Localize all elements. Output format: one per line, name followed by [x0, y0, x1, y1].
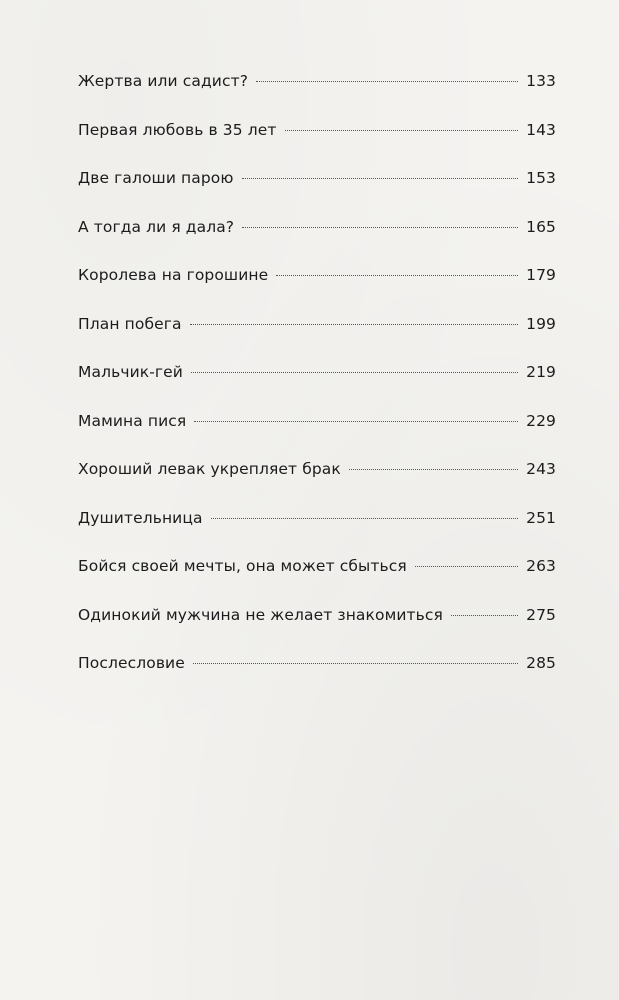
toc-entry-title: Послесловие: [78, 654, 185, 672]
toc-leader-dots: [256, 81, 518, 82]
toc-entry: [78, 218, 556, 267]
toc-entry: [78, 363, 556, 412]
toc-leader-dots: [193, 663, 518, 664]
toc-leader-dots: [415, 566, 518, 567]
toc-entry-title: Королева на горошине: [78, 266, 269, 284]
toc-entry: [78, 606, 556, 655]
toc-leader-dots: [190, 324, 518, 325]
toc-entry: [78, 266, 556, 315]
toc-leader-dots: [242, 178, 518, 179]
toc-leader-dots: [242, 227, 518, 228]
toc-leader-dots: [451, 615, 518, 616]
toc-entry-page: 219: [526, 363, 556, 381]
toc-entry-page: 143: [526, 120, 556, 139]
toc-entry-title: Мамина пися: [78, 411, 187, 430]
toc-entry-title: Мальчик-гей: [78, 363, 183, 381]
toc-entry-title: Жертва или садист?: [78, 72, 249, 90]
toc-entry: [78, 121, 556, 170]
toc-entry: [78, 460, 556, 509]
toc-entry-title: План побега: [78, 314, 182, 333]
toc-leader-dots: [285, 130, 519, 131]
toc-entry-page: 133: [526, 72, 556, 90]
toc-entry-title: Хороший левак укрепляет брак: [78, 460, 341, 478]
toc-entry: [78, 412, 556, 461]
toc-leader-dots: [276, 275, 518, 276]
toc-entry-page: 179: [526, 266, 556, 284]
toc-entry: [78, 169, 556, 218]
toc-entry-page: 199: [526, 314, 556, 333]
toc-entry-title: Две галоши парою: [78, 169, 234, 187]
toc-entry-title: А тогда ли я дала?: [78, 217, 235, 236]
toc-entry-title: Бойся своей мечты, она может сбыться: [78, 557, 407, 575]
toc-entry: [78, 509, 556, 558]
toc-entry-title: Одинокий мужчина не желает знакомиться: [78, 605, 443, 624]
toc-entry-title: Душительница: [78, 508, 203, 527]
toc-entry-page: 153: [526, 169, 556, 187]
toc-entry: [78, 72, 556, 121]
toc-entry-page: 263: [526, 557, 556, 575]
toc-entry-page: 165: [526, 217, 556, 236]
toc-leader-dots: [191, 372, 518, 373]
table-of-contents: [78, 72, 556, 703]
toc-entry-page: 251: [526, 508, 556, 527]
toc-entry-page: 275: [526, 605, 556, 624]
toc-leader-dots: [211, 518, 518, 519]
toc-entry: [78, 315, 556, 364]
toc-leader-dots: [349, 469, 518, 470]
toc-entry: [78, 557, 556, 606]
toc-entry-title: Первая любовь в 35 лет: [78, 120, 277, 139]
toc-entry: [78, 654, 556, 703]
toc-leader-dots: [194, 421, 518, 422]
toc-entry-page: 285: [526, 654, 556, 672]
toc-entry-page: 243: [526, 460, 556, 478]
toc-entry-page: 229: [526, 411, 556, 430]
